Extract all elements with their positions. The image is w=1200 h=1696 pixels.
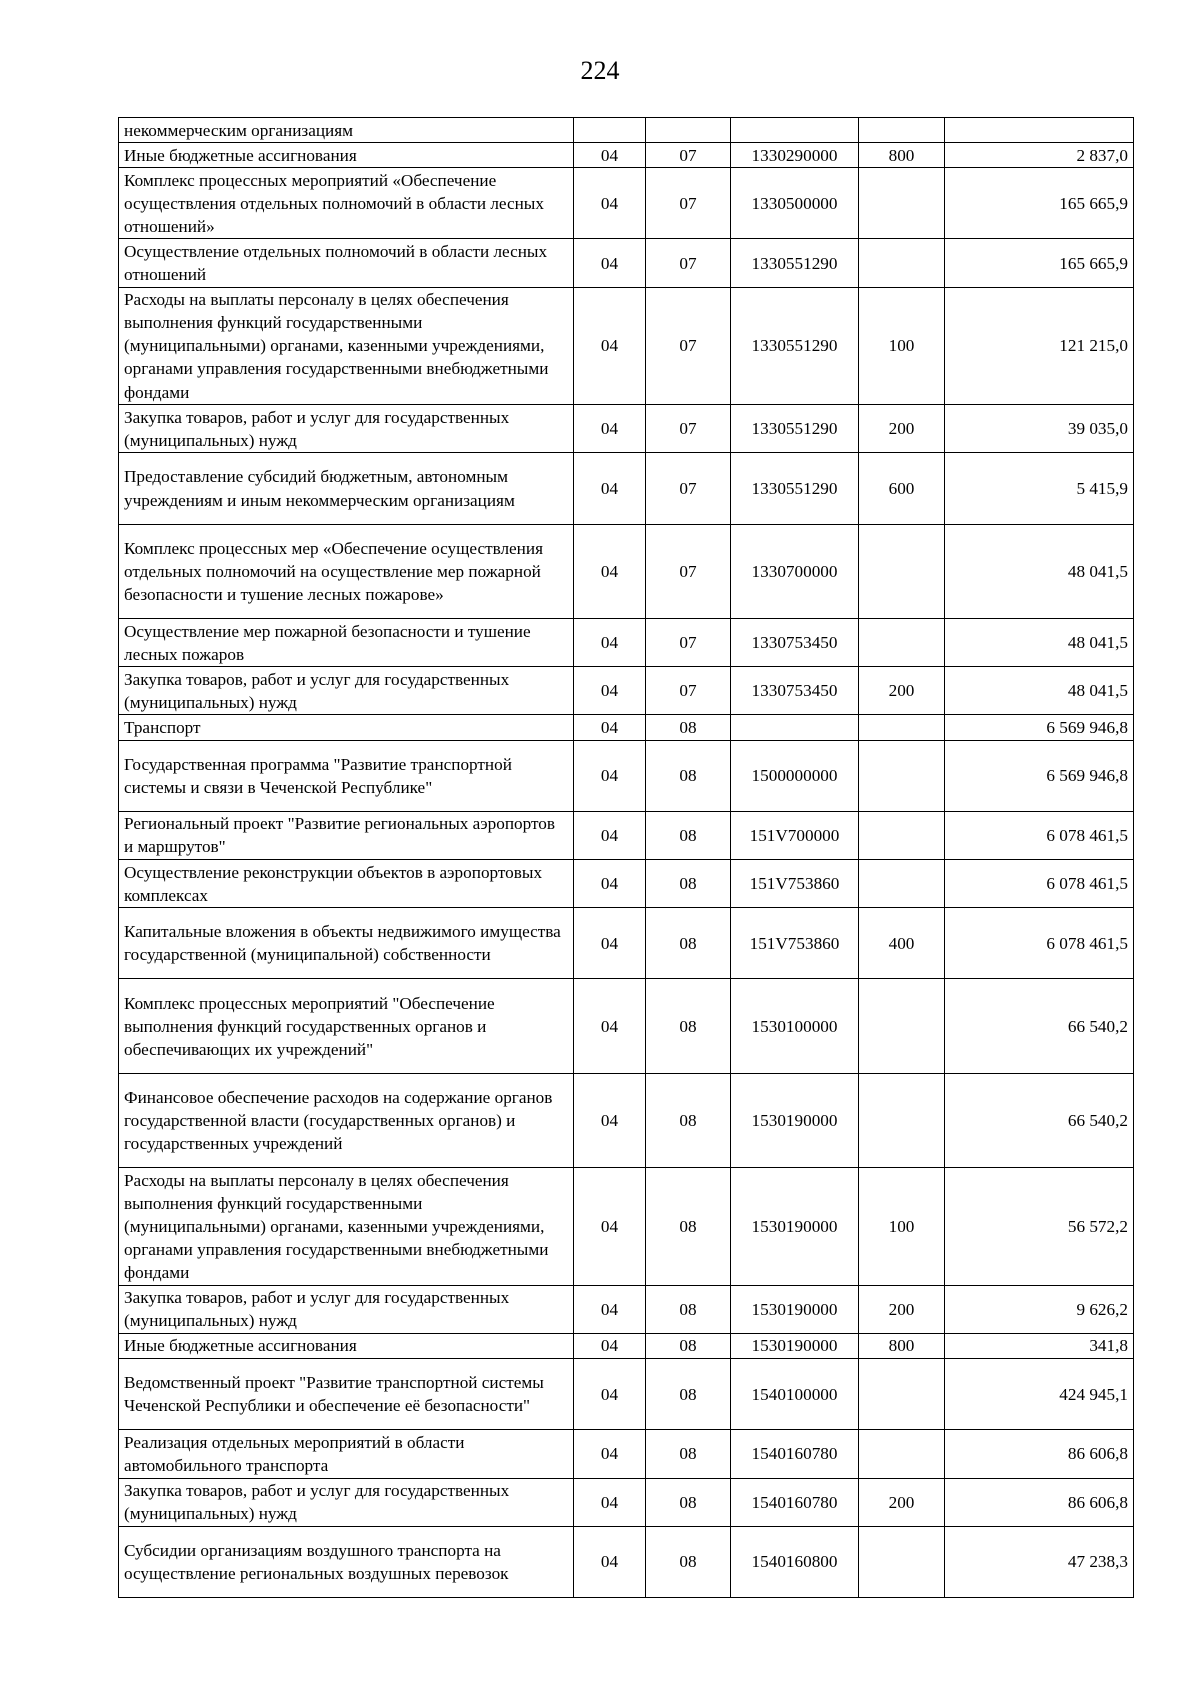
table-cell-amount: 48 041,5 [945, 524, 1134, 618]
table-cell-subsection: 07 [646, 405, 731, 453]
table-cell-amount: 6 078 461,5 [945, 860, 1134, 908]
table-cell-expense-type: 200 [859, 1478, 945, 1526]
table-cell-expense-type: 100 [859, 1168, 945, 1286]
table-cell-subsection: 07 [646, 524, 731, 618]
table-cell-name: Иные бюджетные ассигнования [119, 1333, 574, 1358]
table-row [119, 143, 1134, 168]
table-cell-subsection [646, 118, 731, 143]
table-row [119, 118, 1134, 143]
table-cell-subsection: 07 [646, 619, 731, 667]
table-cell-expense-type: 800 [859, 143, 945, 168]
table-cell-subsection: 08 [646, 1478, 731, 1526]
table-cell-expense-type [859, 1430, 945, 1478]
table-cell-section: 04 [574, 405, 646, 453]
table-row [119, 1333, 1134, 1358]
table-cell-section: 04 [574, 1168, 646, 1286]
table-cell-section: 04 [574, 524, 646, 618]
table-cell-subsection: 08 [646, 1285, 731, 1333]
table-cell-amount: 5 415,9 [945, 453, 1134, 524]
table-cell-name: Осуществление реконструкции объектов в аэропортовых комплексах [119, 860, 574, 908]
table-cell-target-code: 151V753860 [731, 908, 859, 979]
table-cell-section: 04 [574, 860, 646, 908]
table-cell-name: Осуществление отдельных полномочий в области лесных отношений [119, 239, 574, 287]
table-row [119, 239, 1134, 287]
table-cell-target-code: 1530100000 [731, 979, 859, 1073]
table-cell-amount: 66 540,2 [945, 979, 1134, 1073]
table-cell-section: 04 [574, 453, 646, 524]
table-cell-amount: 165 665,9 [945, 168, 1134, 239]
table-cell-subsection: 08 [646, 979, 731, 1073]
table-cell-amount: 6 078 461,5 [945, 811, 1134, 859]
table-cell-target-code: 1540160780 [731, 1478, 859, 1526]
table-cell-expense-type [859, 239, 945, 287]
table-cell-name: Осуществление мер пожарной безопасности и тушение лесных пожаров [119, 619, 574, 667]
table-cell-expense-type: 200 [859, 667, 945, 715]
table-cell-subsection: 08 [646, 1430, 731, 1478]
table-row [119, 405, 1134, 453]
table-cell-expense-type: 600 [859, 453, 945, 524]
table-cell-amount: 341,8 [945, 1333, 1134, 1358]
table-cell-name: Транспорт [119, 715, 574, 740]
table-cell-section [574, 118, 646, 143]
table-cell-target-code: 1330753450 [731, 667, 859, 715]
table-row [119, 168, 1134, 239]
table-cell-name: Комплекс процессных мероприятий "Обеспечение выполнения функций государственных органов и обеспечивающих их учреждений" [119, 979, 574, 1073]
table-cell-expense-type [859, 524, 945, 618]
table-cell-expense-type [859, 979, 945, 1073]
table-cell-amount: 47 238,3 [945, 1526, 1134, 1597]
budget-table-body [119, 118, 1134, 1598]
table-cell-expense-type: 400 [859, 908, 945, 979]
table-cell-target-code: 1330753450 [731, 619, 859, 667]
table-cell-section: 04 [574, 1526, 646, 1597]
table-cell-name: Закупка товаров, работ и услуг для государственных (муниципальных) нужд [119, 1285, 574, 1333]
table-cell-name: Расходы на выплаты персоналу в целях обеспечения выполнения функций государственными (муниципальными) органами, казенными учреждениями, органами управления государственными внебюджетными фондами [119, 1168, 574, 1286]
table-cell-target-code: 1540100000 [731, 1359, 859, 1430]
table-cell-amount: 39 035,0 [945, 405, 1134, 453]
table-cell-amount: 6 078 461,5 [945, 908, 1134, 979]
table-cell-target-code: 151V700000 [731, 811, 859, 859]
table-row [119, 524, 1134, 618]
table-cell-subsection: 08 [646, 740, 731, 811]
table-cell-amount: 6 569 946,8 [945, 715, 1134, 740]
table-cell-subsection: 08 [646, 1359, 731, 1430]
table-row [119, 908, 1134, 979]
table-cell-subsection: 08 [646, 715, 731, 740]
table-cell-name: некоммерческим организациям [119, 118, 574, 143]
table-cell-amount: 9 626,2 [945, 1285, 1134, 1333]
table-row [119, 1359, 1134, 1430]
table-cell-target-code: 151V753860 [731, 860, 859, 908]
table-cell-target-code: 1330500000 [731, 168, 859, 239]
table-cell-subsection: 07 [646, 168, 731, 239]
table-cell-amount: 66 540,2 [945, 1073, 1134, 1167]
table-cell-expense-type [859, 740, 945, 811]
table-cell-target-code [731, 118, 859, 143]
table-cell-subsection: 08 [646, 1168, 731, 1286]
table-cell-expense-type: 800 [859, 1333, 945, 1358]
table-cell-amount: 86 606,8 [945, 1478, 1134, 1526]
table-cell-name: Предоставление субсидий бюджетным, автономным учреждениям и иным некоммерческим организациям [119, 453, 574, 524]
table-cell-expense-type: 200 [859, 1285, 945, 1333]
table-cell-subsection: 08 [646, 1073, 731, 1167]
table-cell-name: Комплекс процессных мер «Обеспечение осуществления отдельных полномочий на осуществление мер пожарной безопасности и тушение лесных пожарове» [119, 524, 574, 618]
table-cell-amount: 48 041,5 [945, 619, 1134, 667]
table-cell-target-code: 1530190000 [731, 1333, 859, 1358]
table-row [119, 1168, 1134, 1286]
table-cell-expense-type: 200 [859, 405, 945, 453]
table-cell-section: 04 [574, 1333, 646, 1358]
table-cell-target-code: 1530190000 [731, 1168, 859, 1286]
table-cell-name: Закупка товаров, работ и услуг для государственных (муниципальных) нужд [119, 405, 574, 453]
table-row [119, 811, 1134, 859]
table-cell-target-code: 1500000000 [731, 740, 859, 811]
table-cell-section: 04 [574, 168, 646, 239]
table-cell-section: 04 [574, 1073, 646, 1167]
table-cell-target-code: 1530190000 [731, 1073, 859, 1167]
table-row [119, 979, 1134, 1073]
table-cell-expense-type [859, 715, 945, 740]
table-cell-amount: 121 215,0 [945, 287, 1134, 405]
table-row [119, 1285, 1134, 1333]
table-cell-name: Финансовое обеспечение расходов на содержание органов государственной власти (государственных органов) и государственных учреждений [119, 1073, 574, 1167]
table-cell-name: Закупка товаров, работ и услуг для государственных (муниципальных) нужд [119, 667, 574, 715]
table-cell-amount: 56 572,2 [945, 1168, 1134, 1286]
page-number: 224 [580, 56, 620, 85]
table-cell-name: Реализация отдельных мероприятий в области автомобильного транспорта [119, 1430, 574, 1478]
table-cell-subsection: 07 [646, 143, 731, 168]
table-cell-expense-type [859, 118, 945, 143]
table-cell-target-code: 1330551290 [731, 405, 859, 453]
table-cell-section: 04 [574, 1359, 646, 1430]
table-cell-section: 04 [574, 143, 646, 168]
table-row [119, 715, 1134, 740]
table-cell-subsection: 07 [646, 287, 731, 405]
table-cell-expense-type [859, 811, 945, 859]
table-cell-name: Закупка товаров, работ и услуг для государственных (муниципальных) нужд [119, 1478, 574, 1526]
table-cell-section: 04 [574, 287, 646, 405]
table-cell-amount: 86 606,8 [945, 1430, 1134, 1478]
table-cell-subsection: 08 [646, 908, 731, 979]
table-row [119, 287, 1134, 405]
table-cell-subsection: 07 [646, 667, 731, 715]
table-cell-name: Иные бюджетные ассигнования [119, 143, 574, 168]
table-cell-subsection: 07 [646, 239, 731, 287]
table-cell-subsection: 08 [646, 811, 731, 859]
table-cell-amount: 424 945,1 [945, 1359, 1134, 1430]
table-cell-section: 04 [574, 239, 646, 287]
table-cell-target-code: 1330700000 [731, 524, 859, 618]
table-cell-expense-type [859, 860, 945, 908]
table-row [119, 1073, 1134, 1167]
table-row [119, 619, 1134, 667]
table-cell-subsection: 08 [646, 1526, 731, 1597]
table-cell-amount: 6 569 946,8 [945, 740, 1134, 811]
table-row [119, 1526, 1134, 1597]
table-cell-target-code: 1540160800 [731, 1526, 859, 1597]
table-cell-section: 04 [574, 667, 646, 715]
table-cell-section: 04 [574, 908, 646, 979]
table-cell-subsection: 08 [646, 860, 731, 908]
table-cell-name: Ведомственный проект "Развитие транспортной системы Чеченской Республики и обеспечение её безопасности" [119, 1359, 574, 1430]
table-cell-target-code: 1330551290 [731, 239, 859, 287]
table-row [119, 453, 1134, 524]
table-cell-amount: 165 665,9 [945, 239, 1134, 287]
table-cell-subsection: 07 [646, 453, 731, 524]
table-cell-subsection: 08 [646, 1333, 731, 1358]
table-cell-name: Капитальные вложения в объекты недвижимого имущества государственной (муниципальной) собственности [119, 908, 574, 979]
table-cell-section: 04 [574, 1478, 646, 1526]
table-cell-section: 04 [574, 1430, 646, 1478]
table-cell-expense-type [859, 1359, 945, 1430]
table-cell-section: 04 [574, 619, 646, 667]
table-cell-target-code: 1330551290 [731, 287, 859, 405]
table-row [119, 1478, 1134, 1526]
table-cell-target-code: 1330290000 [731, 143, 859, 168]
table-cell-name: Региональный проект "Развитие региональных аэропортов и маршрутов" [119, 811, 574, 859]
table-cell-name: Комплекс процессных мероприятий «Обеспечение осуществления отдельных полномочий в области лесных отношений» [119, 168, 574, 239]
table-cell-amount: 48 041,5 [945, 667, 1134, 715]
table-cell-section: 04 [574, 715, 646, 740]
table-cell-section: 04 [574, 1285, 646, 1333]
table-cell-name: Государственная программа "Развитие транспортной системы и связи в Чеченской Республике" [119, 740, 574, 811]
table-row [119, 1430, 1134, 1478]
table-cell-amount [945, 118, 1134, 143]
table-row [119, 740, 1134, 811]
table-cell-section: 04 [574, 740, 646, 811]
table-cell-expense-type [859, 1073, 945, 1167]
budget-table [118, 117, 1134, 1598]
table-cell-target-code [731, 715, 859, 740]
table-row [119, 667, 1134, 715]
table-cell-name: Расходы на выплаты персоналу в целях обеспечения выполнения функций государственными (муниципальными) органами, казенными учреждениями, органами управления государственными внебюджетными фондами [119, 287, 574, 405]
table-cell-name: Субсидии организациям воздушного транспорта на осуществление региональных воздушных перевозок [119, 1526, 574, 1597]
table-cell-section: 04 [574, 979, 646, 1073]
table-cell-expense-type [859, 1526, 945, 1597]
table-cell-expense-type: 100 [859, 287, 945, 405]
table-cell-expense-type [859, 168, 945, 239]
table-cell-target-code: 1530190000 [731, 1285, 859, 1333]
table-cell-expense-type [859, 619, 945, 667]
table-cell-section: 04 [574, 811, 646, 859]
table-cell-amount: 2 837,0 [945, 143, 1134, 168]
table-row [119, 860, 1134, 908]
table-cell-target-code: 1330551290 [731, 453, 859, 524]
table-cell-target-code: 1540160780 [731, 1430, 859, 1478]
